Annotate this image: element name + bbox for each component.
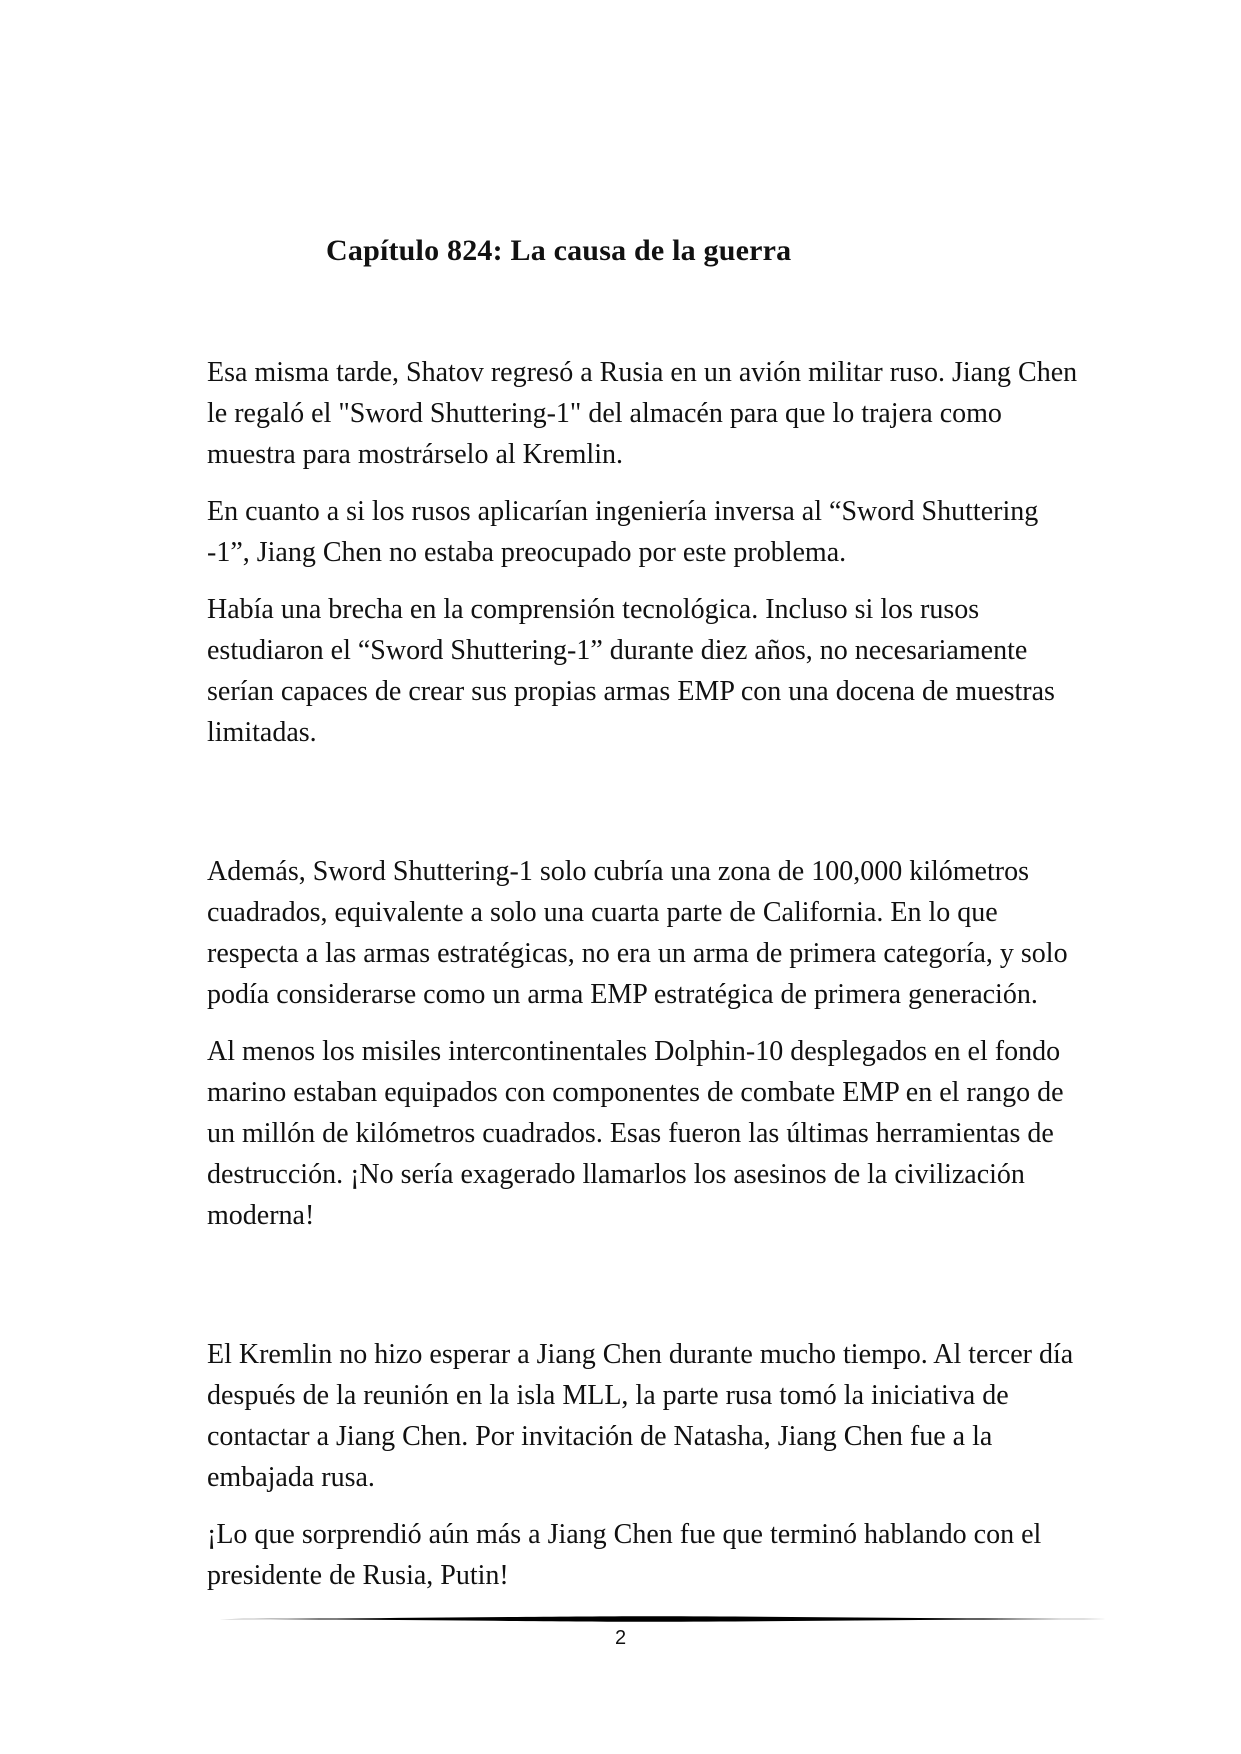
paragraph: El Kremlin no hizo esperar a Jiang Chen durante mucho tiempo. Al tercer día después de la reunión en la isla MLL, la parte rusa tomó la iniciativa de contactar a Jiang Chen. Por invitación de Natasha, Jiang Chen fue a la embajada rusa. <box>207 1339 1074 1493</box>
footer-divider <box>207 1615 1107 1623</box>
paragraph: ¡Lo que sorprendió aún más a Jiang Chen fue que terminó hablando con el presidente de Rusia, Putin! <box>207 1519 1042 1591</box>
page-number: 2 <box>614 1627 627 1649</box>
paragraph: Había una brecha en la comprensión tecnológica. Incluso si los rusos estudiaron el “Sword Shuttering-1” durante diez años, no necesariamente serían capaces de crear sus propias armas EMP con una docena de muestras limitadas. <box>207 594 1055 748</box>
paragraph: Además, Sword Shuttering-1 solo cubría una zona de 100,000 kilómetros cuadrados, equivalente a solo una cuarta parte de California. En lo que respecta a las armas estratégicas, no era un arma de primera categoría, y solo podía considerarse como un arma EMP estratégica de primera generación. <box>207 856 1068 1010</box>
paragraph: En cuanto a si los rusos aplicarían ingeniería inversa al “Sword Shuttering -1”, Jiang Chen no estaba preocupado por este problema. <box>207 496 1039 568</box>
paragraph: Esa misma tarde, Shatov regresó a Rusia en un avión militar ruso. Jiang Chen le regaló el "Sword Shuttering-1" del almacén para que lo trajera como muestra para mostrárselo al Kremlin. <box>207 357 1078 470</box>
chapter-body <box>207 352 1087 1612</box>
chapter-title: Capítulo 824: La causa de la guerra <box>326 234 792 267</box>
paragraph: Al menos los misiles intercontinentales Dolphin-10 desplegados en el fondo marino estaban equipados con componentes de combate EMP en el rango de un millón de kilómetros cuadrados. Esas fueron las últimas herramientas de destrucción. ¡No sería exagerado llamarlos los asesinos de la civilización moderna! <box>207 1036 1064 1231</box>
